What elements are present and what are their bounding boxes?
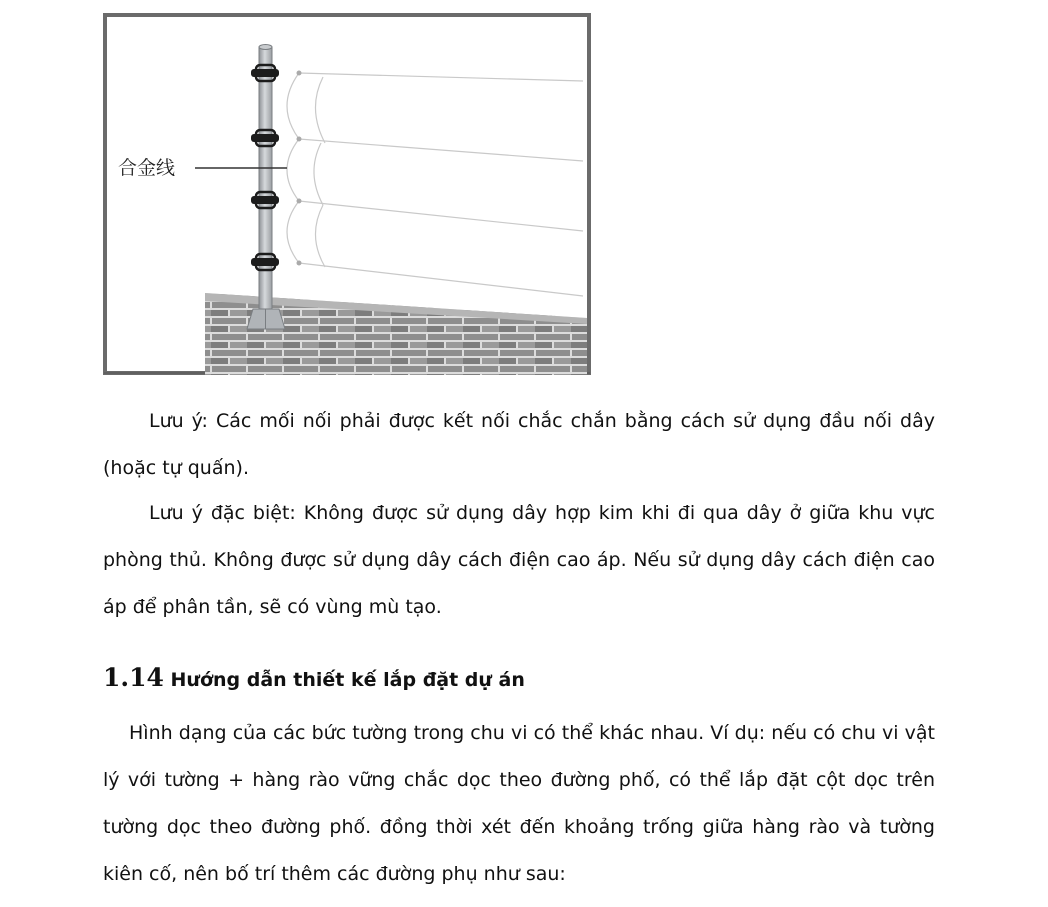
- special-note-paragraph: Lưu ý đặc biệt: Không được sử dụng dây hợp kim khi đi qua dây ở giữa khu vực phòng thủ. Không được sử dụng dây cách điện cao áp. Nếu sử dụng dây cách điện cao áp để phân tần, sẽ có vùng mù tạo.: [103, 502, 935, 618]
- note-paragraph: Lưu ý: Các mối nối phải được kết nối chắc chắn bằng cách sử dụng đầu nối dây (hoặc tự quấn).: [103, 410, 935, 479]
- section-title: Hướng dẫn thiết kế lắp đặt dự án: [170, 669, 525, 691]
- callout-label: 合金线: [118, 157, 176, 179]
- section-number: 1.14: [103, 663, 164, 692]
- fence-illustration: [103, 13, 591, 375]
- section-body-paragraph: Hình dạng của các bức tường trong chu vi có thể khác nhau. Ví dụ: nếu có chu vi vật lý với tường + hàng rào vững chắc dọc theo đường phố, có thể lắp đặt cột dọc trên tường dọc theo đường phố. đồng thời xét đến khoảng trống giữa hàng rào và tường kiên cố, nên bố trí thêm các đường phụ như sau:: [103, 722, 935, 885]
- section-heading: [103, 656, 525, 702]
